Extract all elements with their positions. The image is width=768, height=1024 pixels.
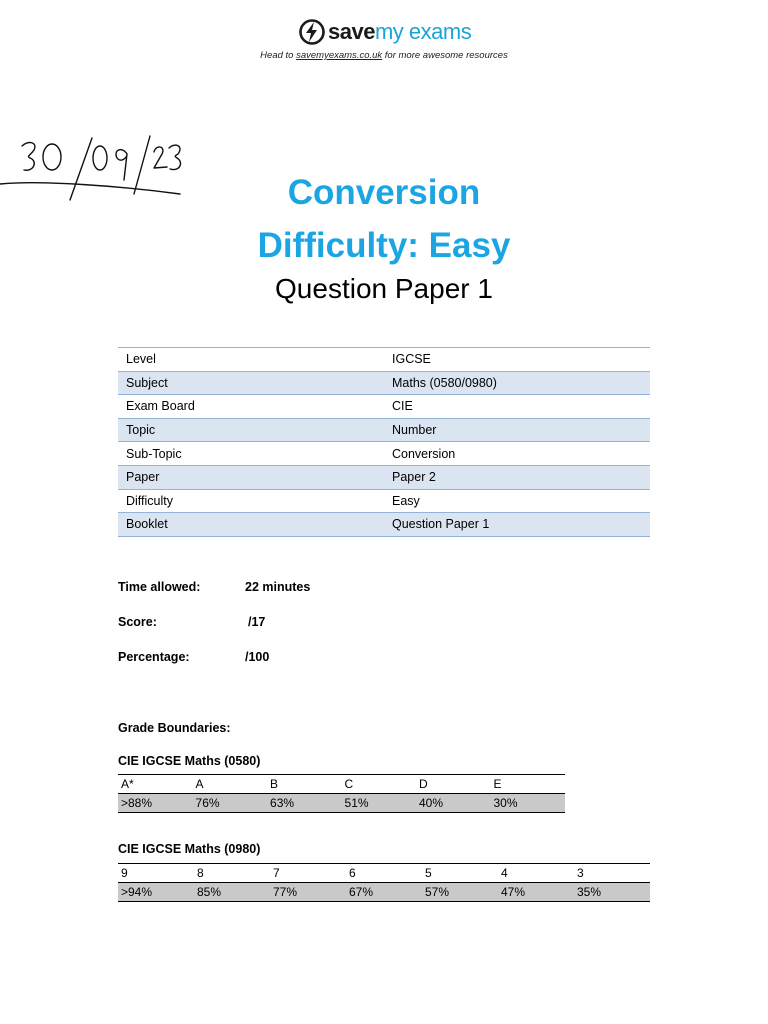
percent-cell: >94% xyxy=(118,883,194,902)
info-row-level xyxy=(118,348,650,372)
info-row-exam-board xyxy=(118,395,650,419)
info-row-paper xyxy=(118,465,650,489)
percent-cell: 63% xyxy=(267,794,341,813)
info-label: Sub-Topic xyxy=(118,442,384,466)
tagline-suffix: for more awesome resources xyxy=(382,50,508,61)
grade-cell: A xyxy=(193,775,267,794)
savemyexams-logo xyxy=(298,18,488,48)
grade-cell: 8 xyxy=(194,864,270,883)
percent-row xyxy=(118,794,565,813)
percent-cell: 51% xyxy=(342,794,416,813)
grade-boundaries-heading: Grade Boundaries: xyxy=(118,721,231,735)
info-row-topic xyxy=(118,418,650,442)
difficulty-title: Difficulty: Easy xyxy=(257,226,511,265)
percent-cell: 40% xyxy=(416,794,490,813)
grade-table-0980-title: CIE IGCSE Maths (0980) xyxy=(118,842,261,856)
info-value: Easy xyxy=(384,489,650,513)
info-label: Subject xyxy=(118,371,384,395)
time-allowed-value: 22 minutes xyxy=(245,580,311,594)
lightning-bolt-icon xyxy=(298,18,326,46)
grade-table-0580 xyxy=(118,774,565,813)
percent-cell: 35% xyxy=(574,883,650,902)
grade-cell: A* xyxy=(118,775,193,794)
grade-cell: 4 xyxy=(498,864,574,883)
grade-cell: 6 xyxy=(346,864,422,883)
grade-row xyxy=(118,864,650,883)
info-label: Booklet xyxy=(118,513,384,537)
tagline-prefix: Head to xyxy=(260,50,297,61)
percent-cell: 30% xyxy=(490,794,565,813)
info-row-subject xyxy=(118,371,650,395)
logo-part-save: save xyxy=(328,19,375,44)
percent-cell: 85% xyxy=(194,883,270,902)
percentage-value: /100 xyxy=(245,650,270,664)
info-value: Number xyxy=(384,418,650,442)
logo-wordmark xyxy=(328,19,471,45)
tagline-link[interactable]: savemyexams.co.uk xyxy=(296,50,383,61)
percent-row xyxy=(118,883,650,902)
info-value: Maths (0580/0980) xyxy=(384,371,650,395)
grade-cell: 5 xyxy=(422,864,498,883)
paper-title: Question Paper 1 xyxy=(275,273,493,304)
info-label: Paper xyxy=(118,465,384,489)
info-value: IGCSE xyxy=(384,348,650,372)
percent-cell: 47% xyxy=(498,883,574,902)
info-value: CIE xyxy=(384,395,650,419)
percent-cell: >88% xyxy=(118,794,193,813)
percent-cell: 67% xyxy=(346,883,422,902)
info-table xyxy=(118,347,650,537)
score-label: Score: xyxy=(118,615,157,629)
percent-cell: 77% xyxy=(270,883,346,902)
grade-cell: B xyxy=(267,775,341,794)
percentage-label: Percentage: xyxy=(118,650,190,664)
grade-cell: C xyxy=(342,775,416,794)
grade-row xyxy=(118,775,565,794)
document-title: Conversion xyxy=(287,173,481,212)
grade-cell: E xyxy=(490,775,565,794)
header-tagline xyxy=(200,50,568,61)
logo-part-myexams: my exams xyxy=(374,19,472,44)
percent-cell: 76% xyxy=(193,794,267,813)
grade-cell: D xyxy=(416,775,490,794)
grade-table-0980 xyxy=(118,863,650,902)
grade-cell: 7 xyxy=(270,864,346,883)
time-allowed-label: Time allowed: xyxy=(118,580,201,594)
grade-cell: 9 xyxy=(118,864,194,883)
info-label: Exam Board xyxy=(118,395,384,419)
info-label: Level xyxy=(118,348,384,372)
info-row-sub-topic xyxy=(118,442,650,466)
grade-table-0580-title: CIE IGCSE Maths (0580) xyxy=(118,754,261,768)
info-label: Topic xyxy=(118,418,384,442)
score-value: /17 xyxy=(248,615,266,629)
grade-cell: 3 xyxy=(574,864,650,883)
percent-cell: 57% xyxy=(422,883,498,902)
info-label: Difficulty xyxy=(118,489,384,513)
info-value: Conversion xyxy=(384,442,650,466)
info-row-booklet xyxy=(118,513,650,537)
info-value: Question Paper 1 xyxy=(384,513,650,537)
info-value: Paper 2 xyxy=(384,465,650,489)
info-row-difficulty xyxy=(118,489,650,513)
